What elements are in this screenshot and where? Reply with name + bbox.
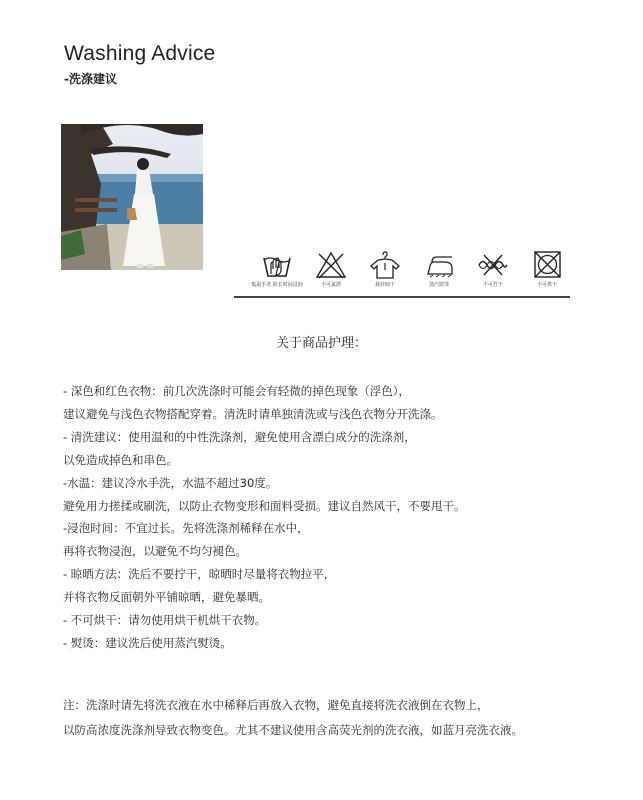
no-tumble-dry-icon: [520, 250, 574, 288]
hand-wash-icon: [250, 250, 304, 288]
no-bleach-icon: [304, 250, 358, 288]
care-line: 以免造成掉色和串色。: [63, 452, 178, 467]
page-title: Washing Advice: [64, 42, 216, 65]
note-line: 注：洗涤时请先将洗衣液在水中稀释后再放入衣物，避免直接将洗衣液倒在衣物上，: [63, 698, 489, 712]
care-icon-label: 不可拧干: [482, 282, 503, 288]
page-subtitle: -洗涤建议: [64, 72, 117, 86]
care-line: 避免用力搓揉或刷洗，以防止衣物变形和面料受损。建议自然风干，不要甩干。: [63, 498, 466, 513]
hang-dry-icon: [358, 250, 412, 288]
care-line: - 深色和红色衣物：前几次洗涤时可能会有轻微的掉色现象（浮色），: [63, 384, 411, 398]
care-heading: 关于商品护理：: [275, 336, 367, 351]
no-wring-icon: [466, 250, 520, 288]
care-icon-label: 蒸汽熨烫: [428, 282, 449, 288]
care-line: 再将衣物浸泡，以避免不均匀褪色。: [63, 544, 247, 559]
care-line: - 熨烫：建议洗后使用蒸汽熨烫。: [63, 635, 232, 650]
note-line: 以防高浓度洗涤剂导致衣物变色。尤其不建议使用含高荧光剂的洗衣液，如蓝月亮洗衣液。: [63, 723, 523, 737]
care-line: -水温：建议冷水手洗，水温不超过30度。: [63, 475, 278, 490]
care-line: 建议避免与浅色衣物搭配穿着。清洗时请单独清洗或与浅色衣物分开洗涤。: [63, 406, 443, 421]
care-line: - 晾晒方法：洗后不要拧干，晾晒时尽量将衣物拉平，: [63, 567, 336, 582]
care-line: - 不可烘干：请勿使用烘干机烘干衣物。: [63, 613, 267, 628]
steam-iron-icon: [412, 250, 466, 288]
care-instructions: [63, 380, 623, 655]
care-icon-label: 不可氯漂: [320, 282, 341, 288]
care-icon-label: 低温手洗 防长时间浸泡: [251, 282, 303, 288]
product-photo: [61, 124, 203, 270]
care-icons-row: [250, 250, 576, 295]
care-line: -浸泡时间：不宜过长。先将洗涤剂稀释在水中，: [63, 521, 309, 536]
care-line: 并将衣物反面朝外平铺晾晒，避免暴晒。: [63, 590, 270, 605]
care-line: - 清洗建议：使用温和的中性洗涤剂，避免使用含漂白成分的洗涤剂，: [63, 429, 416, 444]
washing-note: [63, 693, 633, 743]
icons-divider: [234, 296, 570, 298]
care-icon-label: 悬挂晾干: [374, 282, 395, 288]
care-icon-label: 不可烘干: [536, 282, 557, 288]
